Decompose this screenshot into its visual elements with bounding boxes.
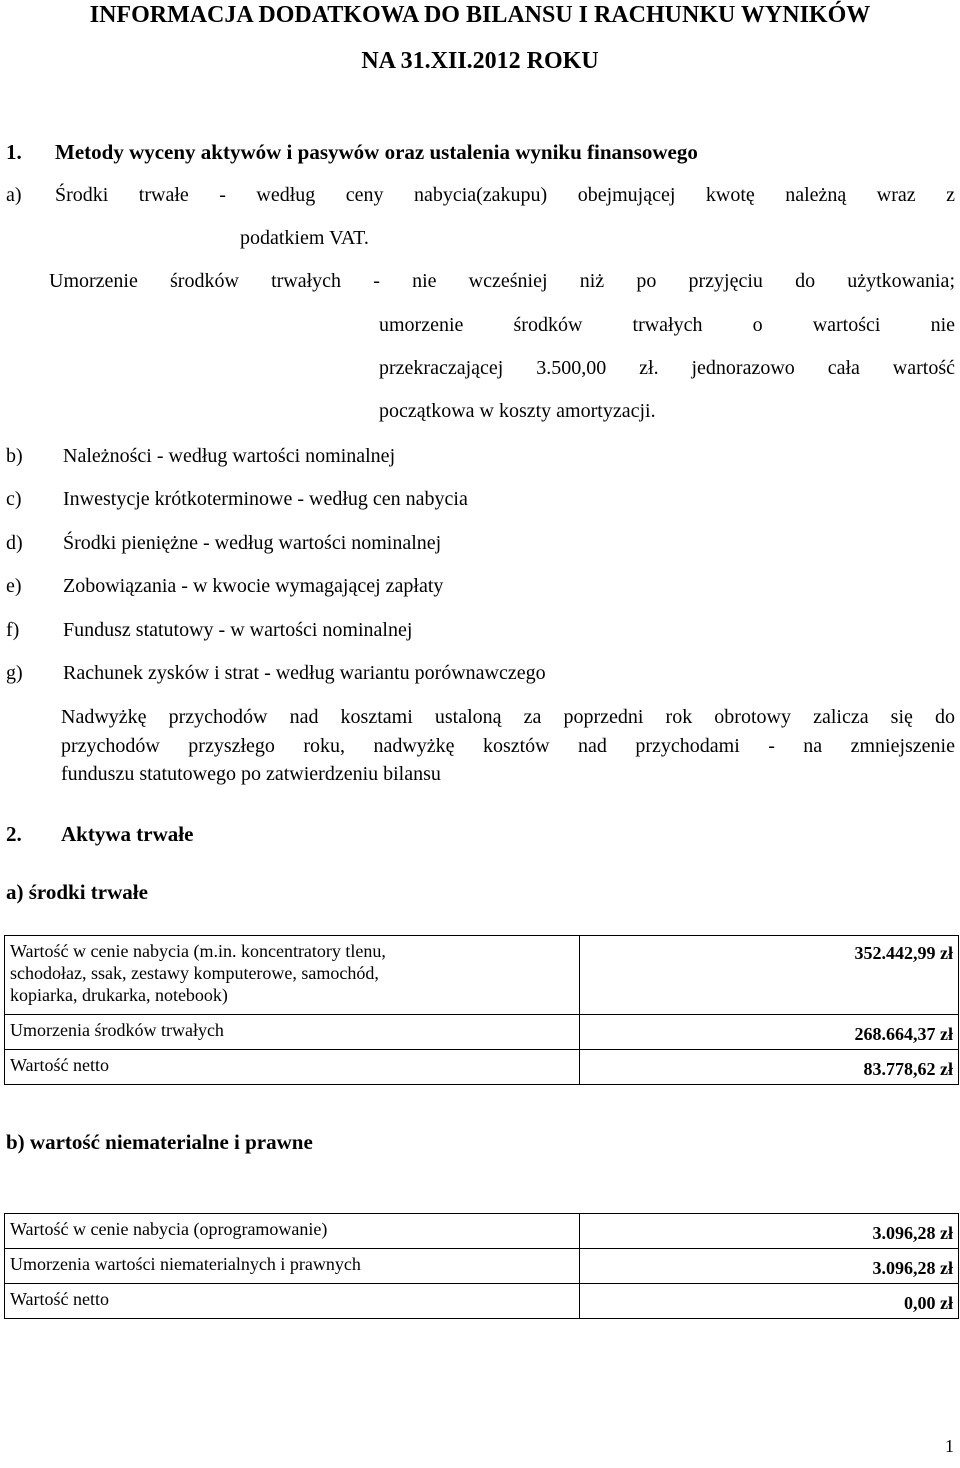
document-title-line2: NA 31.XII.2012 ROKU <box>361 48 599 74</box>
item-f-text: Fundusz statutowy - w wartości nominalnej <box>63 619 413 641</box>
item-e-label: e) <box>6 575 22 597</box>
depreciation-sub2: przekraczającej 3.500,00 zł. jednorazowo cała wartość <box>379 357 955 379</box>
item-g-label: g) <box>6 662 23 684</box>
document-title-line1: INFORMACJA DODATKOWA DO BILANSU I RACHUNKU WYNIKÓW <box>89 2 871 28</box>
table-cell-label <box>5 936 580 1015</box>
table-cell-value: 3.096,28 zł <box>579 1214 958 1249</box>
table-cell-label: Wartość w cenie nabycia (oprogramowanie) <box>5 1214 580 1249</box>
item-a-label: a) <box>6 184 22 206</box>
table-cell-label: Wartość netto <box>5 1050 580 1085</box>
table-cell-value: 3.096,28 zł <box>579 1249 958 1284</box>
item-a-line1: Środki trwałe - według ceny nabycia(zakupu) obejmującej kwotę należną wraz z <box>55 184 955 206</box>
table-cell-value: 0,00 zł <box>579 1284 958 1319</box>
item-d-label: d) <box>6 532 23 554</box>
section2-number: 2. <box>6 822 22 846</box>
table-cell-value: 83.778,62 zł <box>579 1050 958 1085</box>
table-cell-label: Wartość netto <box>5 1284 580 1319</box>
item-g-text: Rachunek zysków i strat - według wariantu porównawczego <box>63 662 546 684</box>
table-row <box>5 1050 959 1085</box>
section1-number: 1. <box>6 140 22 164</box>
table-cell-label: Umorzenia wartości niematerialnych i prawnych <box>5 1249 580 1284</box>
subsection-a-heading: a) środki trwałe <box>6 880 148 904</box>
section1-heading: Metody wyceny aktywów i pasywów oraz ustalenia wyniku finansowego <box>55 140 698 164</box>
page-number: 1 <box>945 1436 954 1456</box>
item-d-text: Środki pieniężne - według wartości nominalnej <box>63 532 442 554</box>
table-cell-label: Umorzenia środków trwałych <box>5 1015 580 1050</box>
depreciation-line: Umorzenie środków trwałych - nie wcześniej niż po przyjęciu do użytkowania; <box>49 270 955 292</box>
surplus-line1: Nadwyżkę przychodów nad kosztami ustaloną za poprzedni rok obrotowy zalicza się do <box>61 706 955 728</box>
table-cell-value: 352.442,99 zł <box>579 936 958 1015</box>
fixed-assets-table <box>4 935 959 1085</box>
table-cell-value: 268.664,37 zł <box>579 1015 958 1050</box>
item-c-label: c) <box>6 488 22 510</box>
table-row <box>5 936 959 1015</box>
table-row <box>5 1214 959 1249</box>
depreciation-sub3: początkowa w koszty amortyzacji. <box>379 400 656 422</box>
surplus-line3: funduszu statutowego po zatwierdzeniu bilansu <box>61 763 441 785</box>
item-b-text: Należności - według wartości nominalnej <box>63 445 396 467</box>
cell-label-line: Wartość w cenie nabycia (m.in. koncentratory tlenu, <box>10 941 386 961</box>
item-a-line2: podatkiem VAT. <box>240 227 369 249</box>
depreciation-sub1: umorzenie środków trwałych o wartości nie <box>379 314 955 336</box>
table-row <box>5 1015 959 1050</box>
cell-label-line: schodołaz, ssak, zestawy komputerowe, samochód, <box>10 963 379 983</box>
item-b-label: b) <box>6 445 23 467</box>
section2-heading: Aktywa trwałe <box>61 822 194 846</box>
surplus-line2: przychodów przyszłego roku, nadwyżkę kosztów nad przychodami - na zmniejszenie <box>61 735 955 757</box>
item-e-text: Zobowiązania - w kwocie wymagającej zapłaty <box>63 575 444 597</box>
intangible-assets-table <box>4 1213 959 1319</box>
table-row <box>5 1284 959 1319</box>
cell-label-line: kopiarka, drukarka, notebook) <box>10 985 228 1005</box>
item-f-label: f) <box>6 619 20 641</box>
subsection-b-heading: b) wartość niematerialne i prawne <box>6 1130 313 1154</box>
item-c-text: Inwestycje krótkoterminowe - według cen nabycia <box>63 488 468 510</box>
table-row <box>5 1249 959 1284</box>
